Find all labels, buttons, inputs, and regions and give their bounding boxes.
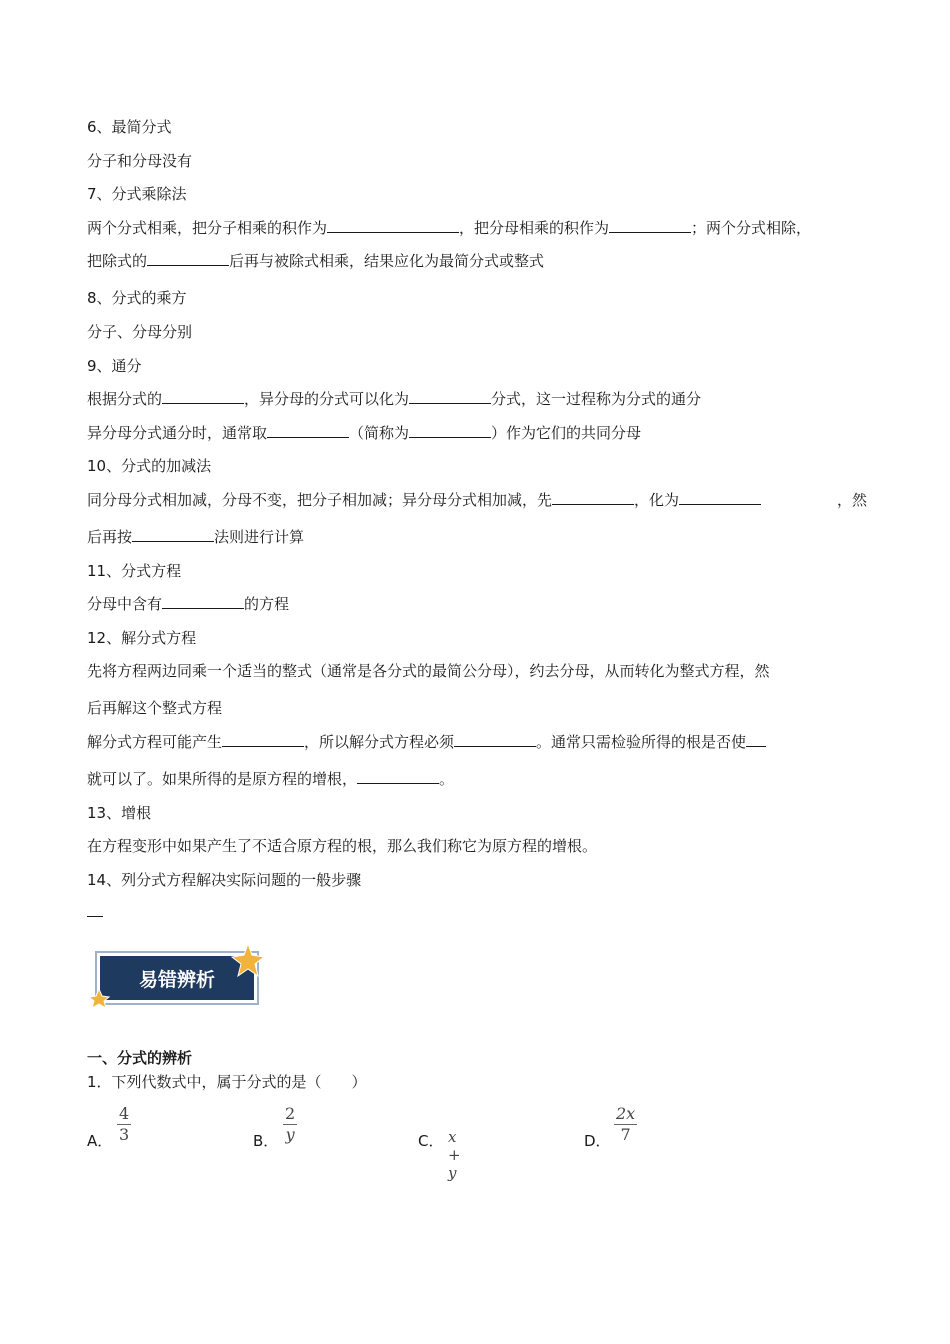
fraction: 4 3 [119, 1104, 130, 1144]
banner-label: 易错辨析 [138, 969, 216, 991]
option-letter: C． [418, 1132, 444, 1150]
heading-13: 13、增根 [87, 803, 152, 822]
text-line: 先将方程两边同乘一个适当的整式（通常是各分式的最简公分母），约去分母，从而转化为整式方程，然 [87, 662, 770, 681]
fraction: 2 y [285, 1104, 296, 1144]
fill-blank[interactable] [327, 216, 459, 233]
text-line: 后再解这个整式方程 [87, 699, 223, 718]
fill-blank[interactable] [162, 592, 244, 609]
option-letter: B． [253, 1132, 279, 1150]
question-text: 1．下列代数式中，属于分式的是（ ） [87, 1073, 367, 1091]
text-line: 同分母分式相加减，分母不变，把分子相加减；异分母分式相加减，先 ，化为 ，然 [87, 487, 867, 524]
answer-options [87, 1100, 687, 1182]
text-line: 后再按 法则进行计算 [87, 524, 867, 558]
heading-8: 8、分式的乘方 [87, 289, 187, 308]
text-line: 异分母分式通分时，通常取 （简称为 ）作为它们的共同分母 [87, 420, 867, 454]
text-line: 分子和分母没有 [87, 151, 193, 170]
error-analysis-banner [90, 944, 270, 1014]
fraction: 2x 7 [616, 1104, 636, 1144]
text-line: 分母中含有 的方程 [87, 591, 867, 625]
text-line: 把除式的 后再与被除式相乘，结果应化为最简分式或整式 [87, 248, 867, 285]
heading-11: 11、分式方程 [87, 561, 182, 580]
fill-blank[interactable] [147, 249, 229, 266]
fill-blank[interactable] [162, 387, 244, 404]
text-line: 就可以了。如果所得的是原方程的增根， 。 [87, 766, 867, 800]
text-line: 分子、分母分别 [87, 322, 193, 341]
text-line: 解分式方程可能产生 ，所以解分式方程必须 。通常只需检验所得的根是否使 [87, 729, 867, 766]
option-letter: D． [584, 1132, 611, 1150]
fill-blank[interactable] [409, 421, 491, 438]
fill-blank[interactable] [609, 216, 691, 233]
fill-blank[interactable] [552, 488, 634, 505]
fill-blank[interactable] [357, 767, 439, 784]
text-line: 两个分式相乘，把分子相乘的积作为 ，把分母相乘的积作为 ；两个分式相除， [87, 215, 867, 249]
short-dash [87, 916, 103, 917]
fill-blank[interactable] [132, 525, 214, 542]
fill-blank[interactable] [746, 730, 766, 747]
heading-9: 9、通分 [87, 356, 142, 375]
fill-blank[interactable] [409, 387, 491, 404]
notes-body [87, 114, 867, 900]
heading-14: 14、列分式方程解决实际问题的一般步骤 [87, 870, 362, 889]
section-title: 一、分式的辨析 [87, 1049, 193, 1067]
fill-blank[interactable] [454, 730, 536, 747]
option-letter: A． [87, 1132, 113, 1150]
fill-blank[interactable] [267, 421, 349, 438]
fill-blank[interactable] [679, 488, 761, 505]
heading-12: 12、解分式方程 [87, 628, 197, 647]
fill-blank[interactable] [222, 730, 304, 747]
heading-7: 7、分式乘除法 [87, 185, 187, 204]
heading-10: 10、分式的加减法 [87, 457, 212, 476]
text-line: 在方程变形中如果产生了不适合原方程的根，那么我们称它为原方程的增根。 [87, 837, 598, 856]
expression: x + y [448, 1128, 461, 1182]
text-line: 根据分式的 ，异分母的分式可以化为 分式，这一过程称为分式的通分 [87, 386, 867, 420]
heading-6: 6、最简分式 [87, 118, 172, 136]
